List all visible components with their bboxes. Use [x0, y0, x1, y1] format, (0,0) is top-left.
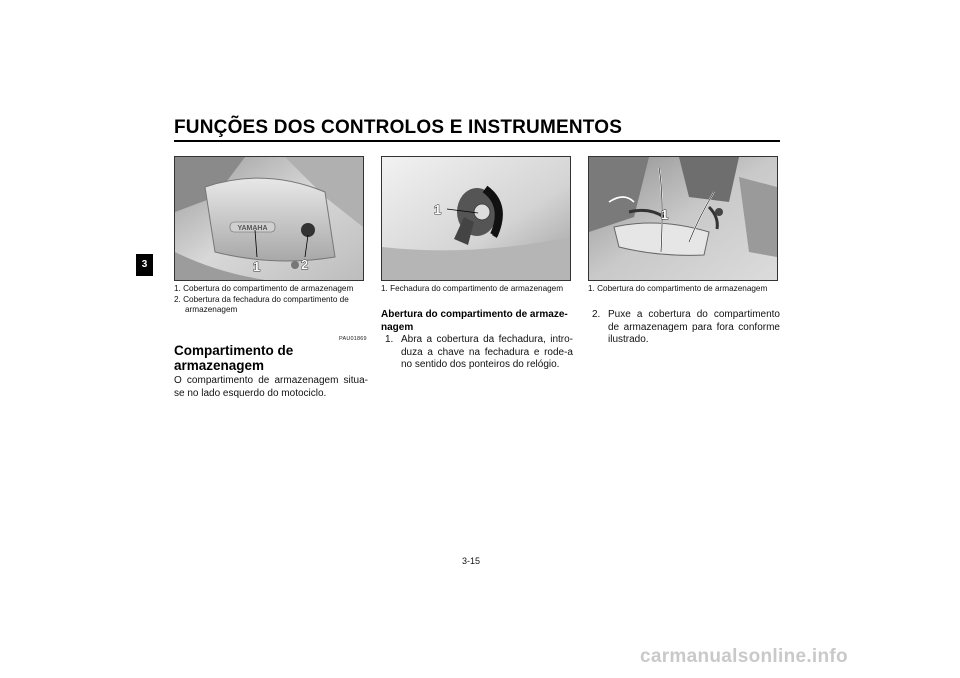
figure-2-photo [381, 156, 571, 281]
step-1-number: 1. [385, 334, 394, 345]
section-body: O compartimento de armazenagem situa-se no lado esquerdo do motociclo. [174, 375, 368, 399]
section-title: Compartimento de armazenagem [174, 343, 294, 373]
header-rule [174, 140, 780, 142]
chapter-tab: 3 [136, 254, 153, 276]
figure-2-caption [381, 284, 573, 295]
figure-3-photo [588, 156, 778, 281]
step-2-number: 2. [592, 309, 601, 320]
figure-1-caption-2: 2. Cobertura da fechadura do compartimento de armazenagem [174, 294, 349, 314]
figure-3-caption-1: 1. Cobertura do compartimento de armazenagem [588, 284, 768, 293]
step-2-text: Puxe a cobertura do compartimento de armazenagem para fora conforme ilustrado. [608, 309, 780, 345]
figure-2-caption-1: 1. Fechadura do compartimento de armazenagem [381, 284, 564, 293]
yamaha-logo: YAMAHA [237, 225, 268, 232]
section-code: PAU01869 [339, 336, 367, 342]
page-number: 3-15 [462, 556, 481, 566]
procedure-step-2 [588, 309, 780, 347]
procedure-heading: Abertura do compartimento de armaze-nagem [381, 309, 568, 333]
figure-1-photo [174, 156, 364, 281]
figure-1-callout-1: 1 [253, 259, 261, 274]
watermark: carmanualsonline.info [640, 646, 848, 667]
figure-1-caption-1: 1. Cobertura do compartimento de armazenagem [174, 284, 354, 293]
procedure-step-1 [381, 334, 573, 372]
figure-3-callout-1: 1 [661, 207, 669, 222]
figure-3-caption [588, 284, 780, 295]
page-title: FUNÇÕES DOS CONTROLOS E INSTRUMENTOS [174, 117, 623, 138]
figure-1-caption [174, 284, 366, 316]
figure-1-callout-2: 2 [301, 257, 309, 272]
figure-2-callout-1: 1 [434, 202, 442, 217]
step-1-text: Abra a cobertura da fechadura, intro-duza a chave na fechadura e rode-a no sentido dos ponteiros do relógio. [401, 334, 573, 370]
